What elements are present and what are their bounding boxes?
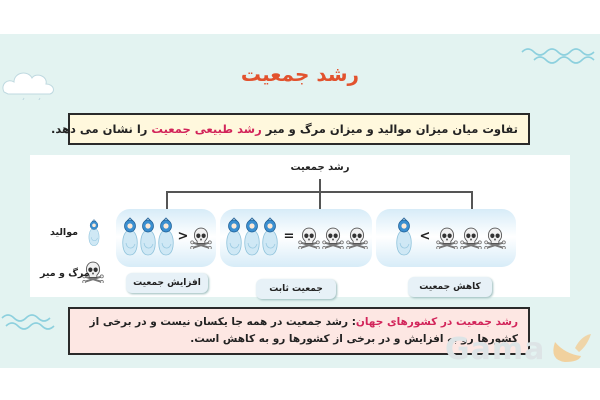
connector-line — [319, 179, 321, 191]
baby-icon — [394, 217, 414, 257]
baby-icon — [138, 217, 158, 257]
legend-label-deaths: مرگ و میر — [40, 268, 90, 279]
skull-icon — [322, 227, 344, 249]
baby-icon — [224, 217, 244, 257]
population-diagram — [30, 155, 570, 297]
watermark: Gama — [445, 332, 546, 367]
diagram-title: رشد جمعیت — [290, 162, 350, 173]
group-decrease — [376, 209, 516, 267]
top-band — [0, 0, 600, 34]
legend-label-births: موالید — [50, 227, 79, 238]
skull-icon — [484, 227, 506, 249]
group-label-stable: جمعیت ثابت — [256, 279, 336, 299]
cloud-icon — [0, 52, 60, 100]
connector-line — [166, 191, 168, 209]
baby-icon — [156, 217, 176, 257]
baby-icon — [84, 219, 104, 247]
waves-icon — [520, 44, 600, 66]
intro-text: تفاوت میان میزان موالید و میزان مرگ و میر رشد طبیعی جمعیت را نشان می دهد. — [51, 122, 518, 136]
bottom-band — [0, 368, 600, 400]
skull-icon — [298, 227, 320, 249]
group-label-decrease: کاهش جمعیت — [408, 277, 492, 297]
note-heading: رشد جمعیت در کشورهای جهان — [355, 316, 518, 328]
group-increase — [116, 209, 216, 267]
baby-icon — [260, 217, 280, 257]
baby-icon — [120, 217, 140, 257]
group-label-increase: افزایش جمعیت — [126, 273, 208, 293]
logo-mark-icon — [545, 328, 595, 364]
comparison-symbol: = — [283, 229, 295, 244]
intro-box — [51, 113, 530, 145]
intro-highlight: رشد طبیعی جمعیت — [151, 122, 262, 136]
baby-icon — [242, 217, 262, 257]
connector-line — [471, 191, 473, 209]
group-stable — [220, 209, 372, 267]
page-title: رشد جمعیت — [240, 62, 360, 86]
skull-icon — [436, 227, 458, 249]
skull-icon — [460, 227, 482, 249]
comparison-symbol: < — [419, 229, 431, 244]
note-text: : رشد جمعیت در همه جا یکسان نیست و در برخی از کشورها رو به افزایش و در برخی از کشورها رو به کاهش است. — [89, 316, 518, 345]
skull-icon — [346, 227, 368, 249]
comparison-symbol: > — [177, 229, 189, 244]
skull-icon — [190, 227, 212, 249]
connector-line — [319, 191, 321, 209]
waves-icon — [0, 310, 60, 332]
